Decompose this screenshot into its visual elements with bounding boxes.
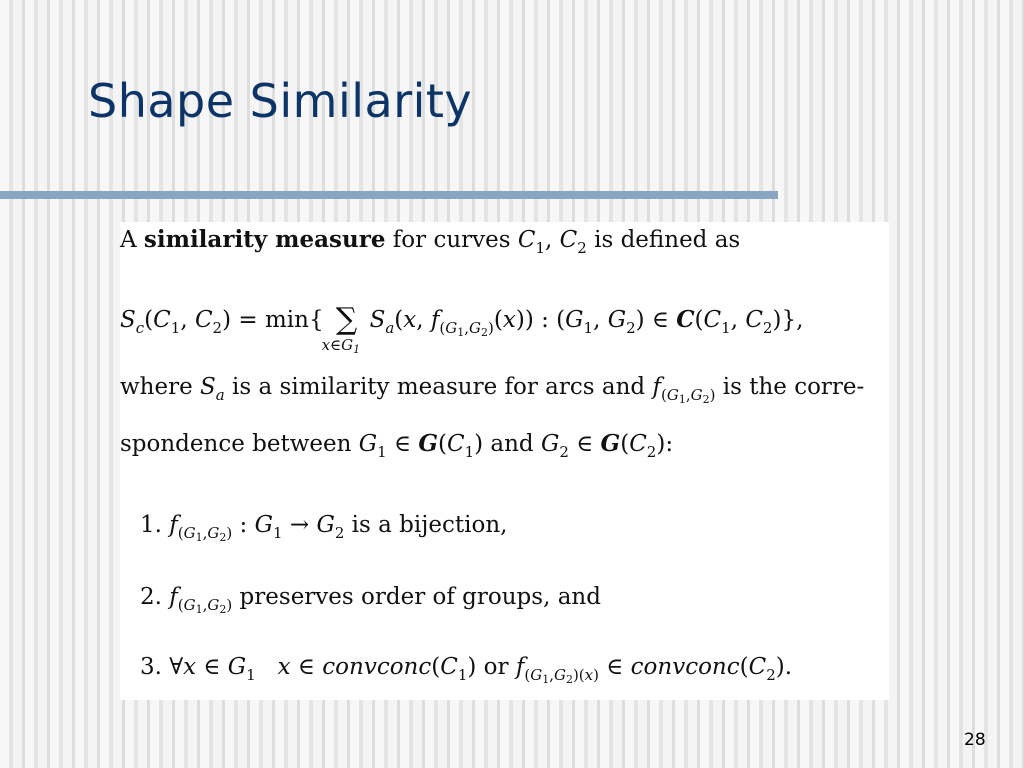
where-line: where $S_a$ is a similarity measure for arcs and $f_{(G_1,G_2)}$ is the corre- (120, 374, 865, 406)
condition-2: 2. $f_{(G_1,G_2)}$ preserves order of groups, and (140, 584, 601, 616)
slide-number: 28 (964, 730, 986, 750)
title-underline (0, 191, 778, 199)
similarity-equation: $S_c(C_1$, $C_2) = \min${ ∑ $x\in G_1$ $S_a(x$, $f_{(G_1,G_2)}(x)$) : ($G_1$, $G_2$) ∈ $C(C_1$, $C_2$)}, (120, 302, 804, 356)
formula-image (120, 222, 889, 700)
definition-intro: A similarity measure for curves $C_1$, $C_2$ is defined as (120, 226, 741, 257)
condition-1: 1. $f_{(G_1,G_2)}$ : $G_1 \to G_2$ is a bijection, (140, 512, 508, 544)
correspondence-line: spondence between $G_1$ ∈ $G(C_1)$ and $G_2$ ∈ $G(C_2)$: (120, 430, 674, 461)
slide-title: Shape Similarity (88, 74, 473, 128)
condition-3: 3. ∀x ∈ $G_1$ x ∈ $convconc(C_1)$ or $f_{(G_1,G_2)(x)}$ ∈ $convconc(C_2)$. (140, 654, 793, 686)
